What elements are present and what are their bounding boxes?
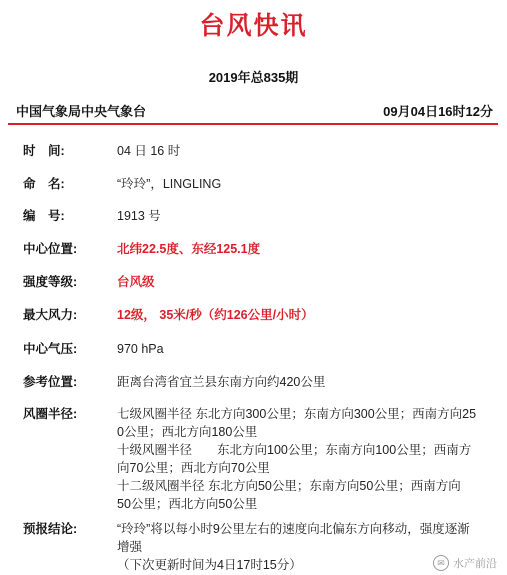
name-value: “玲玲”，LINGLING	[117, 177, 222, 191]
number-label: 编 号:	[23, 209, 65, 223]
maxwind-label: 最大风力:	[23, 308, 78, 322]
radius-line: 十级风圈半径 东北方向100公里；东南方向100公里；西南方	[117, 443, 472, 457]
radius-line: 50公里；西北方向50公里	[117, 497, 258, 511]
radius-line: 0公里；西北方向180公里	[117, 425, 258, 439]
header-divider	[8, 123, 498, 125]
publish-time: 09月04日16时12分	[383, 104, 493, 119]
page-title: 台风快讯	[199, 12, 308, 40]
center-value: 北纬22.5度、东经125.1度	[117, 242, 261, 256]
radius-line: 向70公里；西北方向70公里	[117, 461, 270, 475]
pressure-label: 中心气压:	[23, 342, 78, 356]
forecast-label: 预报结论:	[23, 522, 78, 536]
intensity-label: 强度等级:	[23, 275, 78, 289]
watermark	[433, 555, 497, 571]
watermark-text: 水产前沿	[453, 558, 497, 570]
maxwind-value: 12级， 35米/秒（约126公里/小时）	[117, 308, 314, 322]
radius-values	[117, 405, 495, 513]
time-value: 04 日 16 时	[117, 144, 181, 158]
reference-label: 参考位置:	[23, 375, 78, 389]
center-label: 中心位置:	[23, 242, 78, 256]
forecast-line: （下次更新时间为4日17时15分）	[117, 558, 302, 572]
radius-label: 风圈半径:	[23, 407, 78, 421]
name-label: 命 名:	[23, 177, 65, 191]
pressure-value: 970 hPa	[117, 342, 164, 356]
forecast-line: 增强	[117, 540, 143, 554]
reference-value: 距离台湾省宜兰县东南方向约420公里	[117, 375, 326, 389]
time-label: 时 间:	[23, 144, 65, 158]
radius-line: 十二级风圈半径 东北方向50公里；东南方向50公里；西南方向	[117, 479, 461, 493]
forecast-line: “玲玲”将以每小时9公里左右的速度向北偏东方向移动，强度逐渐	[117, 522, 470, 536]
radius-line: 七级风圈半径 东北方向300公里；东南方向300公里；西南方向25	[117, 407, 477, 421]
wechat-icon: ✉	[433, 555, 449, 571]
number-value: 1913 号	[117, 209, 161, 223]
agency-name: 中国气象局中央气象台	[16, 104, 147, 119]
intensity-value: 台风级	[117, 275, 155, 289]
issue-number: 2019年总835期	[208, 70, 299, 85]
